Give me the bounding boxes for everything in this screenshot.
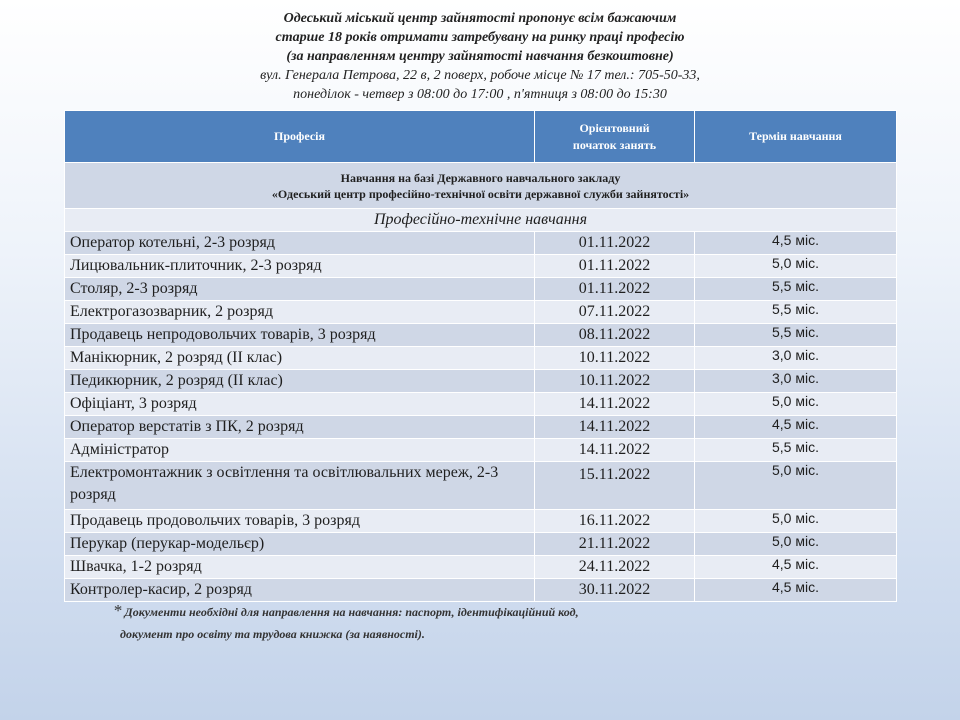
cell-profession: Оператор верстатів з ПК, 2 розряд	[65, 416, 535, 439]
header-line-3: (за направленням центру зайнятості навчання безкоштовне)	[286, 49, 674, 64]
cell-profession: Електромонтажник з освітлення та освітлювальних мереж, 2-3 розряд	[65, 462, 535, 510]
cell-term: 5,5 міс.	[695, 324, 897, 347]
cell-term: 5,0 міс.	[695, 533, 897, 556]
cell-start-date: 14.11.2022	[535, 393, 695, 416]
table-row	[65, 510, 897, 533]
cell-term: 5,0 міс.	[695, 462, 897, 510]
cell-term: 3,0 міс.	[695, 370, 897, 393]
cell-profession: Столяр, 2-3 розряд	[65, 278, 535, 301]
cell-profession: Педикюрник, 2 розряд (II клас)	[65, 370, 535, 393]
cell-term: 4,5 міс.	[695, 556, 897, 579]
cell-start-date: 01.11.2022	[535, 255, 695, 278]
footnote	[113, 600, 579, 645]
cell-start-date: 10.11.2022	[535, 347, 695, 370]
column-header-start-line1: Орієнтовний	[579, 120, 650, 135]
table-row	[65, 579, 897, 602]
table-row	[65, 439, 897, 462]
training-table	[64, 110, 897, 602]
cell-profession: Манікюрник, 2 розряд (II клас)	[65, 347, 535, 370]
announcement-header	[0, 9, 960, 104]
column-header-term: Термін навчання	[695, 111, 897, 163]
cell-term: 5,0 міс.	[695, 393, 897, 416]
cell-term: 5,5 міс.	[695, 439, 897, 462]
table-row	[65, 324, 897, 347]
table-row	[65, 232, 897, 255]
table-row	[65, 556, 897, 579]
cell-profession: Швачка, 1-2 розряд	[65, 556, 535, 579]
footnote-line-1: Документи необхідні для направлення на навчання: паспорт, ідентифікаційний код,	[124, 605, 579, 619]
cell-term: 4,5 міс.	[695, 579, 897, 602]
cell-start-date: 14.11.2022	[535, 439, 695, 462]
institution-line-1: Навчання на базі Державного навчального закладу	[340, 170, 621, 185]
cell-start-date: 24.11.2022	[535, 556, 695, 579]
cell-term: 5,5 міс.	[695, 301, 897, 324]
table-row	[65, 370, 897, 393]
institution-cell	[65, 163, 897, 209]
cell-profession: Оператор котельні, 2-3 розряд	[65, 232, 535, 255]
cell-start-date: 10.11.2022	[535, 370, 695, 393]
column-header-profession: Професія	[65, 111, 535, 163]
header-line-2: старше 18 років отримати затребувану на ринку праці професію	[275, 30, 685, 45]
cell-profession: Офіціант, 3 розряд	[65, 393, 535, 416]
footnote-line-2: документ про освіту та трудова книжка (за наявності).	[120, 627, 425, 641]
cell-profession: Продавець продовольчих товарів, 3 розряд	[65, 510, 535, 533]
table-header-row	[65, 111, 897, 163]
section-row	[65, 209, 897, 232]
table-row	[65, 393, 897, 416]
cell-start-date: 07.11.2022	[535, 301, 695, 324]
cell-term: 5,0 міс.	[695, 510, 897, 533]
cell-start-date: 08.11.2022	[535, 324, 695, 347]
column-header-start-line2: початок занять	[572, 137, 657, 152]
cell-profession: Перукар (перукар-модельєр)	[65, 533, 535, 556]
header-line-1: Одеський міський центр зайнятості пропонує всім бажаючим	[283, 11, 677, 26]
cell-start-date: 30.11.2022	[535, 579, 695, 602]
table-row	[65, 347, 897, 370]
header-schedule: понеділок - четвер з 08:00 до 17:00 , п'ятниця з 08:00 до 15:30	[293, 87, 667, 102]
section-title: Професійно-технічне навчання	[65, 209, 897, 232]
cell-term: 3,0 міс.	[695, 347, 897, 370]
column-header-start	[535, 111, 695, 163]
cell-profession: Електрогазозварник, 2 розряд	[65, 301, 535, 324]
cell-start-date: 01.11.2022	[535, 278, 695, 301]
cell-term: 4,5 міс.	[695, 416, 897, 439]
cell-start-date: 01.11.2022	[535, 232, 695, 255]
cell-start-date: 14.11.2022	[535, 416, 695, 439]
table-row	[65, 533, 897, 556]
cell-profession: Лицювальник-плиточник, 2-3 розряд	[65, 255, 535, 278]
cell-profession: Контролер-касир, 2 розряд	[65, 579, 535, 602]
cell-start-date: 16.11.2022	[535, 510, 695, 533]
footnote-star: *	[113, 601, 122, 620]
table-row	[65, 416, 897, 439]
cell-term: 5,0 міс.	[695, 255, 897, 278]
institution-row	[65, 163, 897, 209]
cell-term: 5,5 міс.	[695, 278, 897, 301]
table-row	[65, 462, 897, 510]
table-row	[65, 301, 897, 324]
cell-start-date: 21.11.2022	[535, 533, 695, 556]
table-row	[65, 255, 897, 278]
cell-term: 4,5 міс.	[695, 232, 897, 255]
institution-line-2: «Одеський центр професійно-технічної освіти державної служби зайнятості»	[271, 186, 690, 201]
cell-profession: Адміністратор	[65, 439, 535, 462]
cell-profession: Продавець непродовольчих товарів, 3 розряд	[65, 324, 535, 347]
cell-start-date: 15.11.2022	[535, 462, 695, 510]
header-address: вул. Генерала Петрова, 22 в, 2 поверх, робоче місце № 17 тел.: 705-50-33,	[260, 68, 700, 83]
table-row	[65, 278, 897, 301]
